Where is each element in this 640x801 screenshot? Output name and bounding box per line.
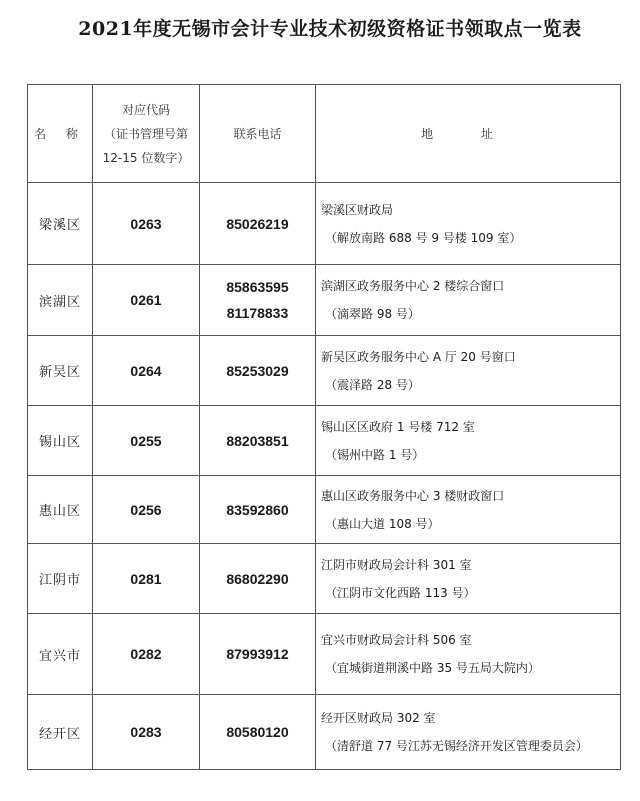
table-row xyxy=(28,544,621,614)
address-detail: （锡州中路 1 号） xyxy=(325,447,425,462)
cell-code: 0256 xyxy=(93,476,200,544)
cell-name: 惠山区 xyxy=(28,476,93,544)
table-header-row xyxy=(28,85,621,183)
phone-number: 85253029 xyxy=(226,362,289,379)
cell-code: 0283 xyxy=(93,695,200,770)
cell-address xyxy=(316,476,621,544)
header-address: 地 址 xyxy=(316,85,621,183)
cell-name: 锡山区 xyxy=(28,406,93,476)
page-title: 2021年度无锡市会计专业技术初级资格证书领取点一览表 xyxy=(78,18,582,40)
header-phone: 联系电话 xyxy=(200,85,316,183)
cell-address xyxy=(316,544,621,614)
cell-code: 0281 xyxy=(93,544,200,614)
phone-number: 87993912 xyxy=(226,646,289,662)
table-row xyxy=(28,614,621,695)
address-detail: （清舒道 77 号江苏无锡经济开发区管理委员会） xyxy=(325,739,588,753)
phone-number: 86802290 xyxy=(226,570,289,587)
address-detail: （滴翠路 98 号） xyxy=(325,307,420,321)
address-detail: （宜城街道荆溪中路 35 号五局大院内） xyxy=(325,661,540,675)
address-line: 江阴市财政局会计科 301 室 xyxy=(321,557,472,572)
cell-name: 滨湖区 xyxy=(28,265,93,336)
phone-number: 80580120 xyxy=(226,724,289,740)
address-line: 经开区财政局 302 室 xyxy=(321,711,436,725)
address-line: 滨湖区政务服务中心 2 楼综合窗口 xyxy=(321,279,505,293)
cell-name: 梁溪区 xyxy=(28,183,93,265)
certificate-pickup-table xyxy=(27,84,621,770)
phone-number: 88203851 xyxy=(226,432,289,449)
address-detail: （解放南路 688 号 9 号楼 109 室） xyxy=(325,230,522,245)
phone-number: 85026219 xyxy=(226,215,289,232)
table-row xyxy=(28,336,621,406)
cell-address xyxy=(316,183,621,265)
header-code-line2: （证书管理号第 xyxy=(103,126,188,141)
cell-address xyxy=(316,695,621,770)
phone-number: 83592860 xyxy=(226,501,289,518)
cell-name: 宜兴市 xyxy=(28,614,93,695)
cell-phone xyxy=(200,695,316,770)
header-code-line3: 12-15 位数字） xyxy=(102,150,190,165)
cell-address xyxy=(316,614,621,695)
table-row xyxy=(28,406,621,476)
cell-name: 新吴区 xyxy=(28,336,93,406)
header-code xyxy=(93,85,200,183)
table-row xyxy=(28,265,621,336)
phone-number: 81178833 xyxy=(226,305,289,321)
header-code-line1: 对应代码 xyxy=(121,102,170,117)
address-line: 新吴区政务服务中心 A 厅 20 号窗口 xyxy=(321,349,516,364)
cell-address xyxy=(316,406,621,476)
address-line: 宜兴市财政局会计科 506 室 xyxy=(321,633,472,647)
address-line: 惠山区政务服务中心 3 楼财政窗口 xyxy=(321,488,505,503)
address-detail: （江阴市文化西路 113 号） xyxy=(325,585,476,600)
cell-address xyxy=(316,336,621,406)
phone-number: 85863595 xyxy=(226,279,289,295)
cell-phone xyxy=(200,406,316,476)
cell-phone xyxy=(200,476,316,544)
cell-phone xyxy=(200,336,316,406)
address-detail: （震泽路 28 号） xyxy=(325,377,420,392)
table-row xyxy=(28,183,621,265)
cell-phone xyxy=(200,614,316,695)
header-name: 名 称 xyxy=(28,85,93,183)
cell-name: 江阴市 xyxy=(28,544,93,614)
cell-phone xyxy=(200,265,316,336)
cell-code: 0282 xyxy=(93,614,200,695)
table-body xyxy=(28,183,621,770)
cell-name: 经开区 xyxy=(28,695,93,770)
cell-code: 0263 xyxy=(93,183,200,265)
address-line: 梁溪区财政局 xyxy=(321,202,394,217)
cell-phone xyxy=(200,183,316,265)
address-detail: （惠山大道 108 号） xyxy=(325,516,440,531)
cell-address xyxy=(316,265,621,336)
cell-code: 0264 xyxy=(93,336,200,406)
cell-code: 0261 xyxy=(93,265,200,336)
cell-code: 0255 xyxy=(93,406,200,476)
cell-phone xyxy=(200,544,316,614)
table-row xyxy=(28,695,621,770)
address-line: 锡山区区政府 1 号楼 712 室 xyxy=(321,419,475,434)
table-row xyxy=(28,476,621,544)
